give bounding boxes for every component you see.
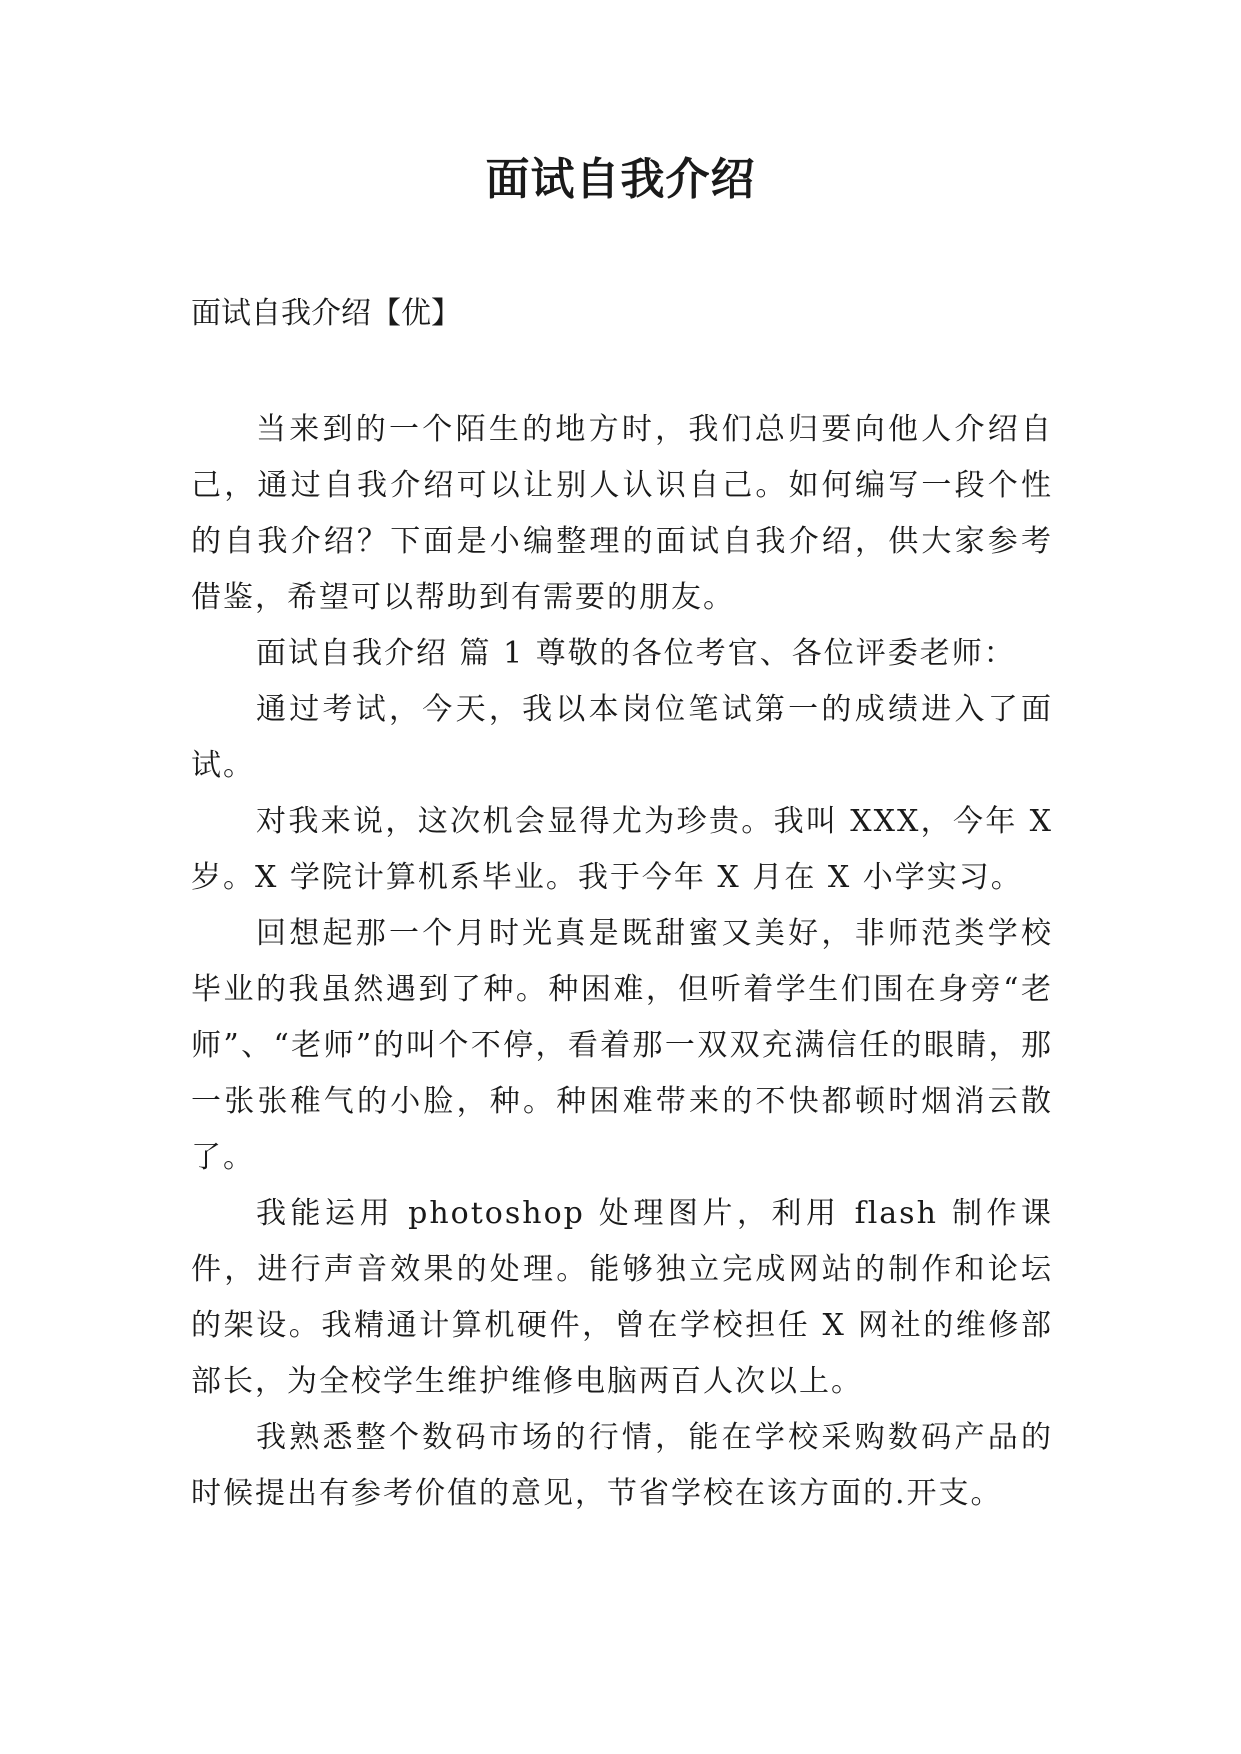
paragraph: 我能运用 photoshop 处理图片，利用 flash 制作课件，进行声音效果的处理。能够独立完成网站的制作和论坛的架设。我精通计算机硬件，曾在学校担任 X 网社的维修部部长，为全校学生维护维修电脑两百人次以上。: [191, 1196, 1053, 1399]
paragraph: 面试自我介绍 篇 1 尊敬的各位考官、各位评委老师：: [256, 636, 1016, 671]
document-title: 面试自我介绍: [485, 154, 756, 205]
paragraph: 通过考试，今天，我以本岗位笔试第一的成绩进入了面试。: [191, 692, 1053, 783]
paragraph: 对我来说，这次机会显得尤为珍贵。我叫 XXX，今年 X 岁。X 学院计算机系毕业。我于今年 X 月在 X 小学实习。: [191, 804, 1053, 895]
paragraph: 回想起那一个月时光真是既甜蜜又美好，非师范类学校毕业的我虽然遇到了种。种困难，但听着学生们围在身旁“老师”、“老师”的叫个不停，看着那一双双充满信任的眼睛，那一张张稚气的小脸，种。种困难带来的不快都顿时烟消云散了。: [191, 916, 1053, 1175]
paragraph: 当来到的一个陌生的地方时，我们总归要向他人介绍自己，通过自我介绍可以让别人认识自己。如何编写一段个性的自我介绍？下面是小编整理的面试自我介绍，供大家参考借鉴，希望可以帮助到有需要的朋友。: [191, 412, 1053, 615]
document-subtitle: 面试自我介绍【优】: [191, 296, 461, 331]
paragraph: 我熟悉整个数码市场的行情，能在学校采购数码产品的时候提出有参考价值的意见，节省学校在该方面的.开支。: [191, 1420, 1053, 1511]
document-body: [191, 402, 1053, 1522]
